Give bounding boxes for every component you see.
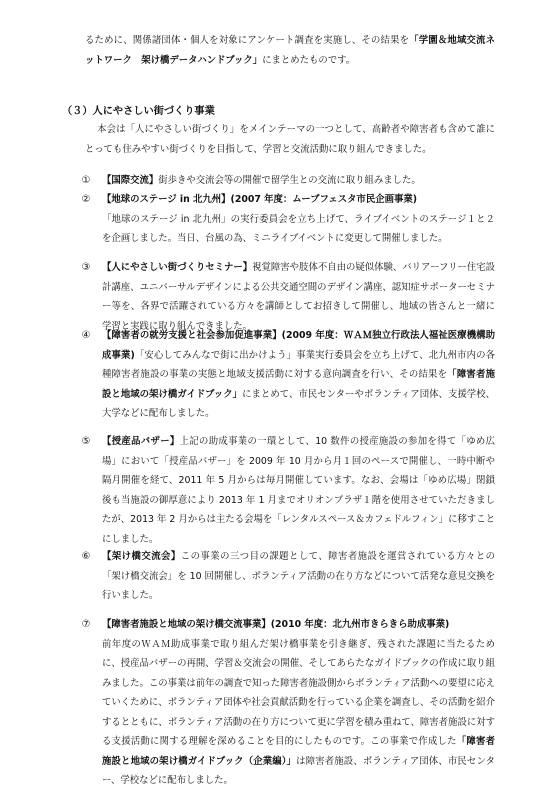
item-body-end: にまとめて、市民センターやボランティア団体、支援学校、大学などに配布しました。 bbox=[102, 388, 495, 419]
item-body: この事業の三つ目の課題として、障害者施設を運営されている方々との「架け橋交流会」を 10 回開催し、ボランティア活動の在り方などについて活発な意見交換を行いました。 bbox=[102, 551, 495, 601]
section-intro bbox=[85, 120, 495, 159]
list-item bbox=[102, 258, 495, 336]
list-item bbox=[102, 432, 495, 549]
item-body: 街歩きや交流会等の開催で留学生との交流に取り組みました。 bbox=[158, 175, 421, 186]
item-body: 「安心してみんなで街に出かけよう」事業実行委員会を立ち上げて、北九州市内の各種障害者施設の事業の実態と地域支援活動に対する意向調査を行い、その結果を bbox=[102, 349, 495, 380]
item-title: 【授産品バザー】 bbox=[102, 436, 180, 447]
item-title: 【地球のステージ in 北九州】(2007 年度：ムーブフェスタ市民企画事業) bbox=[102, 194, 418, 205]
list-item bbox=[102, 326, 495, 424]
item-number: ③ bbox=[81, 262, 91, 273]
item-title: 【架け橋交流会】 bbox=[102, 551, 181, 562]
item-title: 【障害者の就労支援と社会参加促進事業】(2009 年度：ＷＡＭ独立行政法人福祉医療機構助成事業) bbox=[102, 330, 495, 361]
list-item bbox=[102, 615, 495, 791]
item-body: 「地球のステージ in 北九州」の実行委員会を立ち上げて、ライブイベントのステージ１と２を企画しました。当日、台風の為、ミニライブイベントに変更して開催しました。 bbox=[102, 213, 495, 244]
item-number: ④ bbox=[81, 330, 91, 341]
list-item bbox=[102, 171, 495, 191]
item-title: 【人にやさしい街づくりセミナー】 bbox=[102, 262, 253, 273]
item-title: 【障害者施設と地域の架け橋交流事業】(2010 年度：北九州市きらきら助成事業) bbox=[102, 619, 450, 630]
item-body: 上記の助成事業の一環として、10 数件の授産施設の参加を得て「ゆめ広場」において「授産品バザー」を 2009 年 10 月から月１回のペースで開催し、一時中断や隔月開催を経て、2011 年 5 月からは毎月開催しています。なお、会場は「ゆめ広場」閉鎖後も当施設の御厚意により 2013 年 1 月までオリオンプラザ１階を使用させていただきましたが、2013 年 2 月からは主たる会場を「レンタルスペース＆カフェドルフィン」に移すことにしました。 bbox=[102, 436, 495, 545]
list-item bbox=[102, 547, 495, 606]
item-body: 前年度のＷＡＭ助成事業で取り組んだ架け橋事業を引き継ぎ、残された課題に当たるために、授産品バザーの再開、学習＆交流会の開催、そしてあらたなガイドブックの作成に取り組みました。この事業は前年の調査で知った障害者施設側からボランティア活動への要望に応えていくために、ボランティア団体や社会貢献活動を行っている企業を調査し、その活動を紹介するとともに、ボランティア活動の在り方について更に学習を積み重ねて、障害者施設に対する支援活動に関する理解を深めることを目的にしたものです。この事業で作成した bbox=[102, 638, 496, 747]
item-bold-title: 「障害者施設と地域の架け橋ガイドブック」 bbox=[102, 369, 495, 400]
item-number: ① bbox=[81, 175, 91, 186]
section-intro-text: 本会は「人にやさしい街づくり」をメインテーマの一つとして、高齢者や障害者も含めて誰にとっても住みやすい街づくりを目指して、学習と交流活動に取り組んできました。 bbox=[85, 124, 495, 155]
item-bold-title: 「障害者施設と地域の架け橋ガイドブック（企業編）」 bbox=[102, 736, 495, 767]
item-number: ⑤ bbox=[81, 436, 91, 447]
item-title: 【国際交流】 bbox=[102, 175, 159, 186]
section-heading: （３）人にやさしい街づくり事業 bbox=[62, 106, 215, 117]
intro-bold-title: 「学園＆地域交流ネットワーク 架け橋データハンドブック」 bbox=[85, 35, 495, 66]
intro-paragraph bbox=[85, 31, 495, 70]
list-item bbox=[102, 190, 495, 249]
item-body: 視覚障害や肢体不自由の疑似体験、バリアーフリー住宅設計講座、ユニバーサルデザインによる公共交通空間のデザイン講座、認知症サポーターセミナー等を、各界で活躍されている方々を講師としてお招きして開催し、地域の皆さんと一緒に学習と実践に取り組んできました。 bbox=[102, 262, 495, 332]
item-number: ⑦ bbox=[81, 619, 91, 630]
item-number: ② bbox=[81, 194, 91, 205]
intro-text-end: にまとめたものです。 bbox=[262, 54, 356, 66]
item-body-end: は障害者施設、ボランティア団体、市民センター、学校などに配布しました。 bbox=[102, 755, 495, 786]
intro-text: るために、関係諸団体・個人を対象にアンケート調査を実施し、その結果を bbox=[85, 35, 410, 46]
item-number: ⑥ bbox=[81, 551, 91, 562]
